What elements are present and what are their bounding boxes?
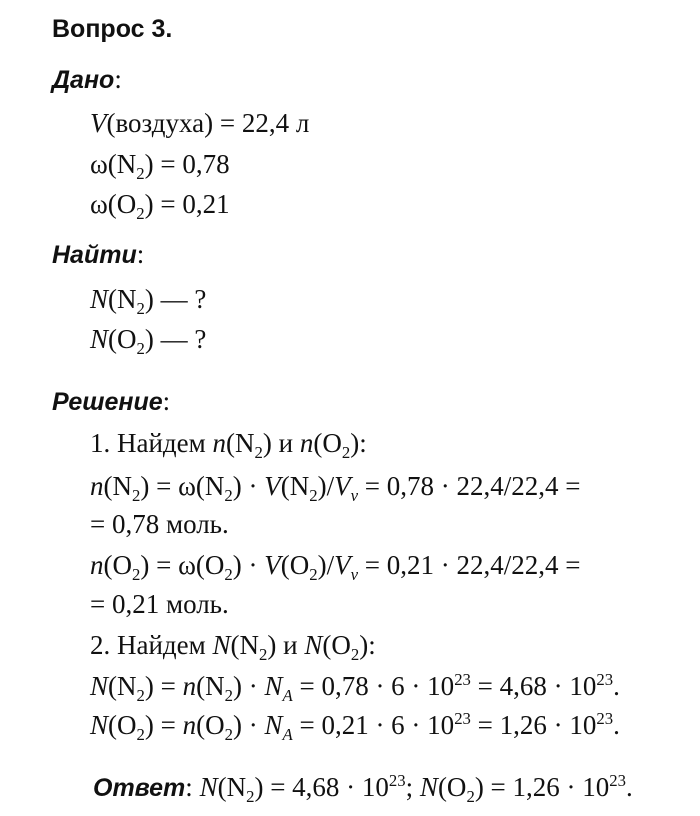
eq-sub: v — [350, 564, 359, 584]
eq-exp: 23 — [454, 669, 471, 689]
var-n: n — [90, 550, 104, 580]
eq-part: )/ — [317, 471, 335, 501]
answer-part: (O — [437, 772, 467, 802]
eq-sub: 2 — [136, 685, 145, 705]
solution-step-1 — [90, 427, 367, 462]
equation-n-o2-result: = 0,21 моль. — [90, 589, 229, 619]
var-n: n — [299, 428, 314, 458]
eq-sub: v — [350, 485, 359, 505]
eq-part: (O — [280, 550, 310, 580]
given-volume — [90, 107, 309, 139]
answer-sub: 2 — [246, 786, 255, 806]
step-2-p1: (N — [230, 630, 260, 660]
var-n: n — [212, 428, 226, 458]
step-1-c1: ) и — [262, 428, 300, 458]
eq-sub: 2 — [309, 485, 318, 505]
eq-part: (N — [108, 671, 137, 701]
equation-n-n2-result: = 0,78 моль. — [90, 509, 229, 539]
eq-sub: 2 — [309, 564, 318, 584]
eq-sub: 2 — [132, 485, 141, 505]
var-n-upper: N — [90, 710, 109, 740]
eq-part: ) · — [232, 710, 265, 740]
eq-part: ) = — [144, 671, 183, 701]
eq-part: = 0,78 · 6 · 10 — [292, 671, 455, 701]
eq-part: ) · — [232, 671, 265, 701]
var-n-upper: N — [90, 284, 109, 314]
var-n-upper: N — [212, 630, 231, 660]
var-v: V — [264, 471, 281, 501]
find-heading — [52, 238, 144, 271]
var-n-upper: N — [419, 772, 438, 802]
eq-sub: 2 — [224, 724, 233, 744]
solution-heading-label: Решение — [52, 388, 163, 416]
var-n: n — [182, 710, 197, 740]
find-n-o2-sub: 2 — [136, 338, 145, 358]
eq-part: (O — [103, 550, 132, 580]
find-heading-label: Найти — [52, 241, 137, 269]
eq-part: (N — [196, 671, 225, 701]
given-w-o2-sub: 2 — [136, 203, 145, 223]
answer-exp: 23 — [609, 770, 627, 790]
eq-part: ) = ω(O — [140, 550, 225, 580]
given-w-o2-pre: ω(O — [90, 189, 137, 219]
answer-part: . — [626, 772, 633, 802]
find-n-o2-post: ) — ? — [144, 324, 207, 354]
step-1-text: 1. Найдем — [90, 428, 213, 458]
eq-part: = 4,68 · 10 — [470, 671, 597, 701]
equation-n-n2 — [90, 470, 581, 505]
given-volume-text: (воздуха) = 22,4 л — [106, 108, 310, 138]
var-n-upper: N — [304, 630, 323, 660]
var-avogadro: N — [264, 710, 283, 740]
given-heading — [52, 63, 122, 96]
given-w-o2-post: ) = 0,21 — [144, 189, 230, 219]
var-n-upper: N — [90, 324, 109, 354]
step-1-p1: (N — [226, 428, 255, 458]
eq-part: )/ — [317, 550, 335, 580]
given-w-n2 — [90, 148, 230, 183]
step-2-text: 2. Найдем — [90, 630, 213, 660]
eq-part: (O — [108, 710, 137, 740]
equation-big-n-n2 — [90, 669, 620, 705]
solution-heading — [52, 385, 170, 418]
solution-step-2 — [90, 629, 376, 664]
answer-part: (N — [217, 772, 247, 802]
var-avogadro: N — [264, 671, 283, 701]
eq-sub: A — [282, 685, 293, 705]
step-1-p2: (O — [313, 428, 342, 458]
given-w-n2-post: ) = 0,78 — [144, 149, 230, 179]
eq-exp: 23 — [596, 708, 614, 728]
step-2-s2: 2 — [350, 644, 360, 664]
var-n: n — [182, 671, 197, 701]
step-2-p2: (O — [322, 630, 351, 660]
eq-sub: A — [282, 724, 293, 744]
find-n-n2-post: ) — ? — [144, 284, 207, 314]
given-w-n2-pre: ω(N — [90, 149, 137, 179]
step-1-s2: 2 — [341, 442, 351, 462]
eq-part: (N — [280, 471, 310, 501]
find-n-o2 — [90, 323, 207, 358]
eq-part: = 0,21 · 22,4/22,4 = — [358, 550, 581, 580]
eq-exp: 23 — [596, 669, 614, 689]
eq-sub: 2 — [224, 685, 233, 705]
eq-part: ) · — [232, 550, 265, 580]
find-n-o2-pre: (O — [108, 324, 137, 354]
question-title: Вопрос 3. — [52, 15, 173, 43]
var-n-upper: N — [199, 772, 218, 802]
find-heading-colon: : — [136, 239, 145, 269]
eq-part: = 0,78 · 22,4/22,4 = — [358, 471, 581, 501]
eq-exp: 23 — [454, 708, 471, 728]
eq-part: = 1,26 · 10 — [470, 710, 597, 740]
var-v: V — [334, 471, 351, 501]
equation-n-o2 — [90, 549, 581, 584]
answer-sub: 2 — [466, 786, 475, 806]
eq-part: ) = ω(N — [140, 471, 225, 501]
eq-sub: 2 — [224, 485, 233, 505]
eq-part: (O — [196, 710, 225, 740]
eq-part: . — [613, 710, 620, 740]
answer-colon: : — [185, 772, 200, 802]
step-1-s1: 2 — [254, 442, 263, 462]
answer-part: ; — [405, 772, 420, 802]
step-1-c2: ): — [350, 428, 367, 458]
var-n: n — [90, 471, 104, 501]
answer-heading: Ответ — [93, 774, 186, 802]
eq-part: = 0,21 · 6 · 10 — [292, 710, 455, 740]
answer-exp: 23 — [388, 770, 406, 790]
solution-heading-colon: : — [162, 386, 171, 416]
equation-big-n-o2 — [90, 708, 620, 744]
step-2-c2: ): — [359, 630, 376, 660]
step-2-s1: 2 — [259, 644, 268, 664]
given-heading-colon: : — [114, 64, 122, 94]
eq-part: (N — [103, 471, 132, 501]
step-2-c1: ) и — [267, 630, 305, 660]
find-n-n2-sub: 2 — [136, 298, 145, 318]
find-n-n2-pre: (N — [108, 284, 137, 314]
var-n-upper: N — [90, 671, 109, 701]
var-v: V — [334, 550, 351, 580]
given-w-n2-sub: 2 — [136, 163, 145, 183]
answer — [93, 771, 633, 804]
eq-sub: 2 — [224, 564, 233, 584]
given-w-o2 — [90, 188, 230, 223]
given-heading-label: Дано — [52, 66, 115, 94]
eq-part: ) = — [144, 710, 183, 740]
eq-part: ) · — [232, 471, 265, 501]
eq-sub: 2 — [136, 724, 145, 744]
answer-part: ) = 4,68 · 10 — [254, 772, 389, 802]
eq-part: . — [613, 671, 620, 701]
answer-part: ) = 1,26 · 10 — [474, 772, 610, 802]
var-v: V — [90, 108, 107, 138]
eq-sub: 2 — [132, 564, 141, 584]
find-n-n2 — [90, 283, 207, 318]
var-v: V — [264, 550, 281, 580]
